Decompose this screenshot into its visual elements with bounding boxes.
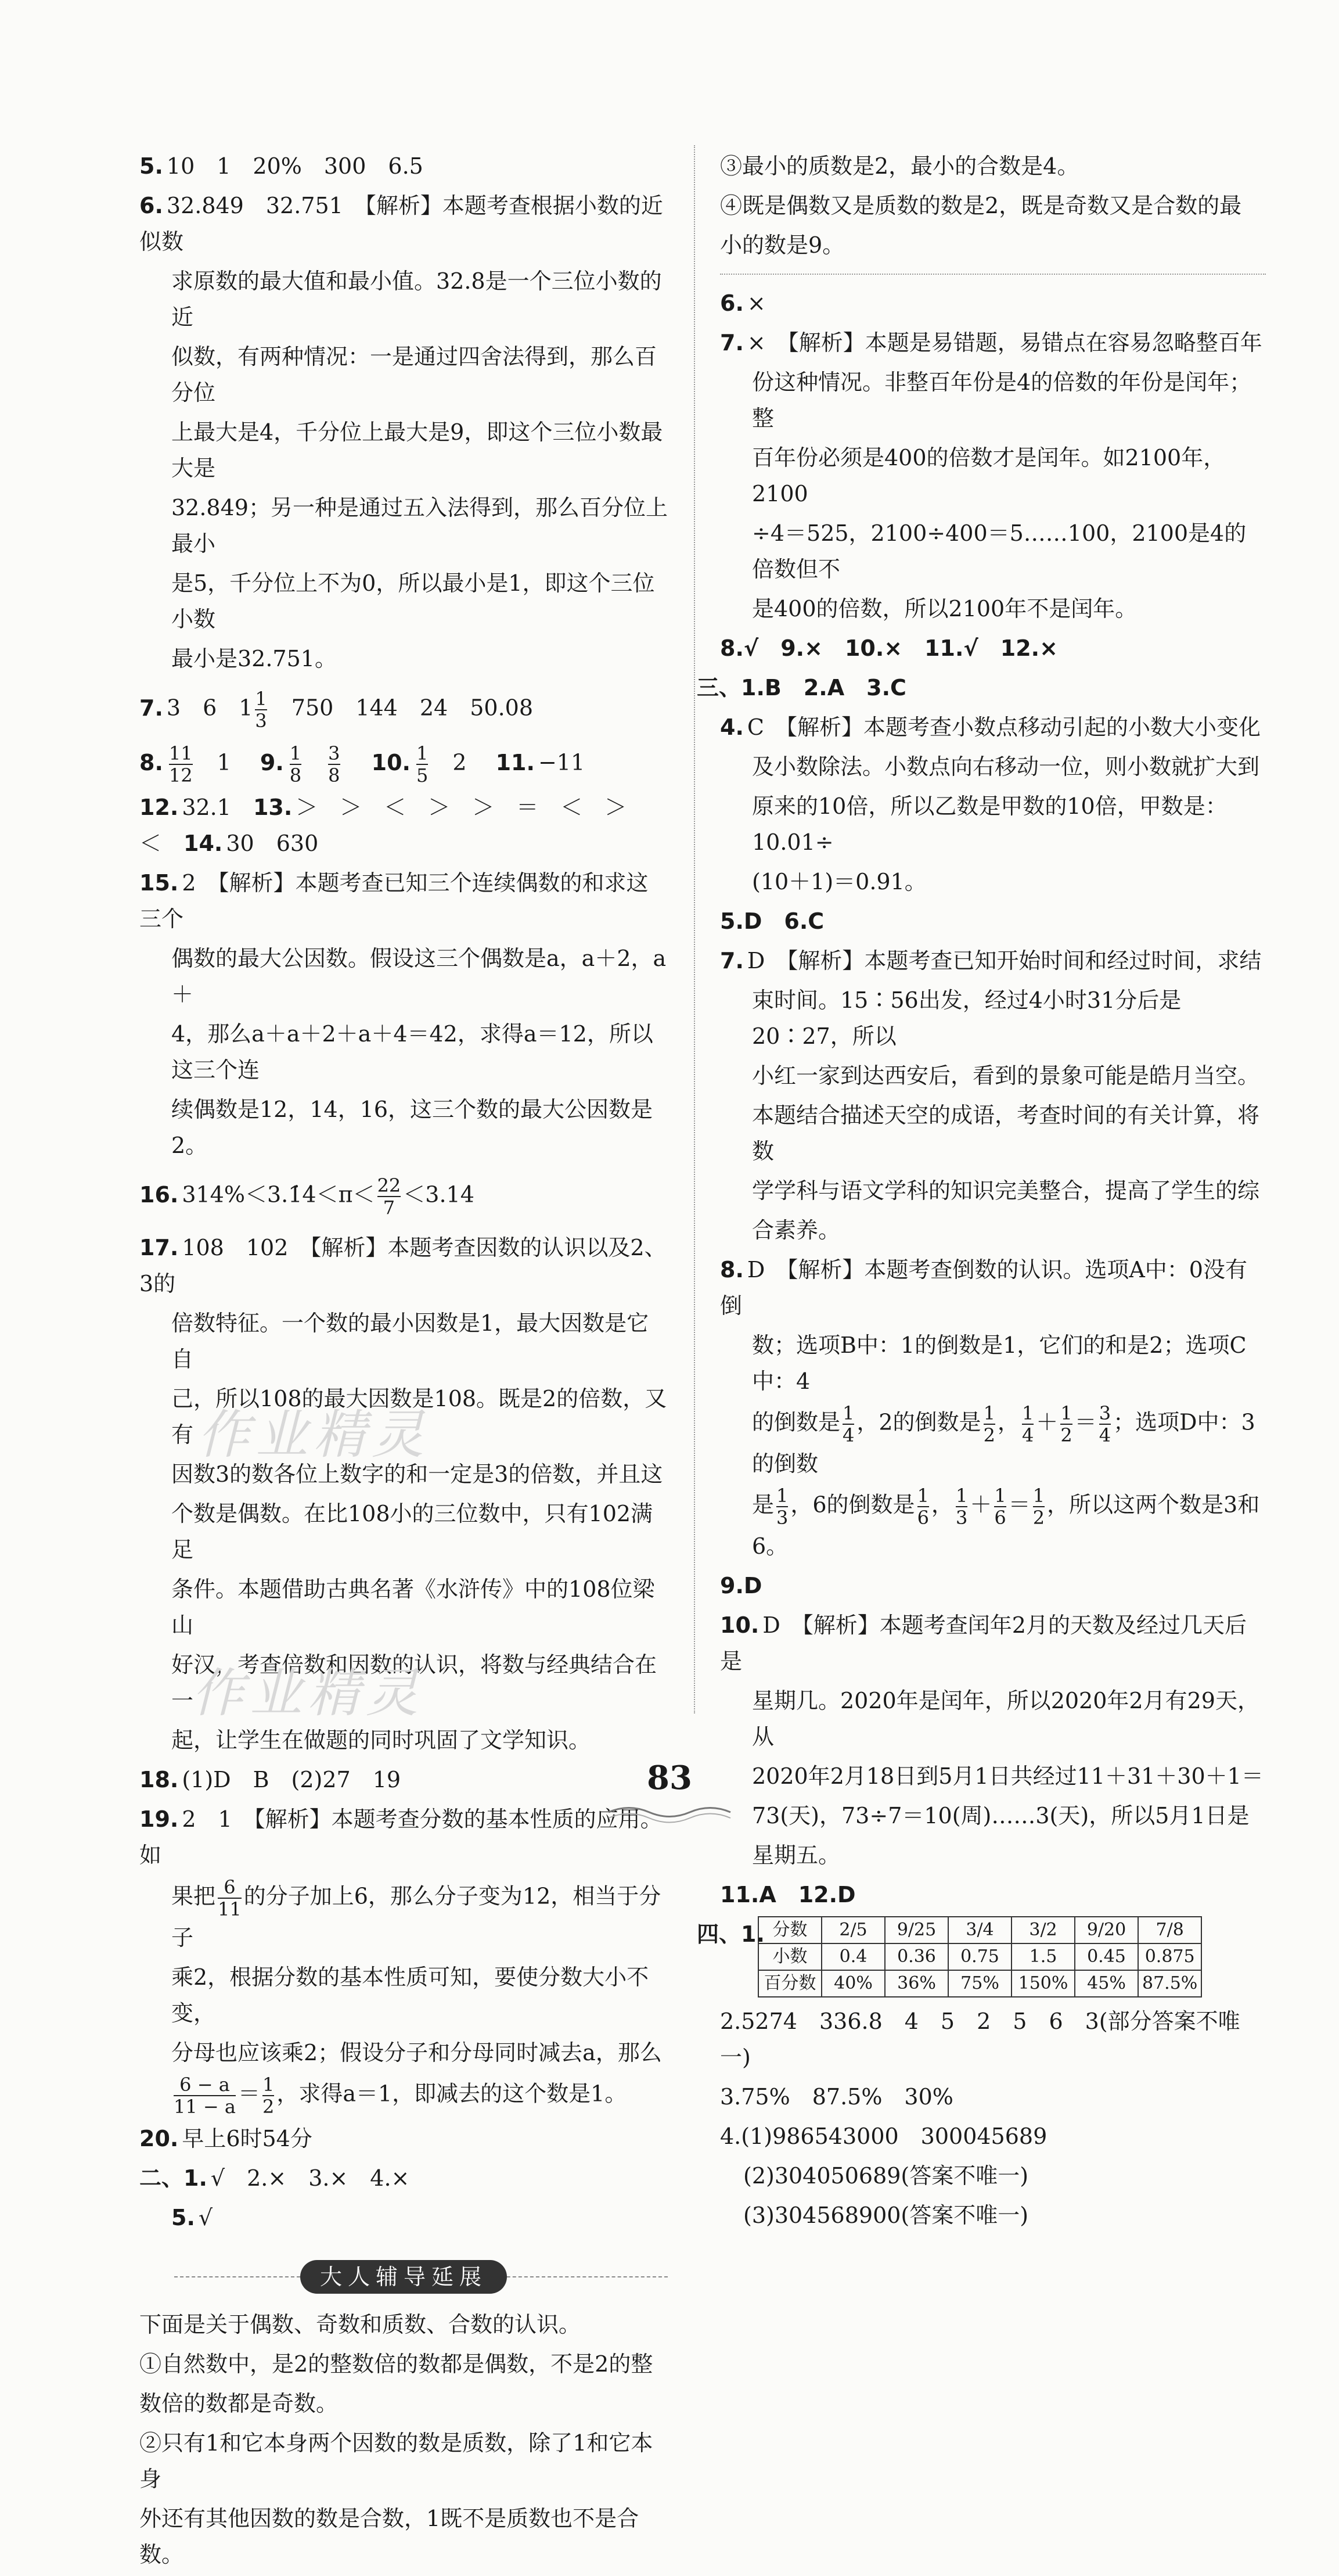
section-3-answers: 三、1.B 2.A 3.C: [697, 675, 906, 700]
section-4-answer-4-2: (2)304050689(答案不唯一): [743, 2163, 1029, 2189]
section-4-answer-3: 3.75% 87.5% 30%: [720, 2084, 953, 2110]
section-4-answer-1: 四、1. 分数 2/5 9/25 3/4 3/2 9/20 7/8 小数 0.4 0.36 0.75 1.5 0.45 0.875 百分数 40% 36% 75% 150% 45% 87.5%: [697, 1916, 1266, 1997]
watermark: 作业精灵: [197, 1404, 430, 1465]
page-number: 83: [647, 1759, 692, 1797]
answer-12-14: 12. 32.1 13. ＞ ＞ ＜ ＞ ＞ ＝ ＜ ＞ ＜ 14. 30 630: [139, 795, 649, 856]
extension-banner: 大人辅导延展: [139, 2259, 668, 2294]
answer-16: 16. 314%＜3.1̇4̇＜π＜ $\frac{22}{7}$ ＜3.14̇: [139, 1174, 474, 1219]
answer-6: 6. 32.849 32.751 【解析】本题考查根据小数的近似数 求原数的最大值和最小值。32.8是一个三位小数的近 似数，有两种情况：一是通过四舍法得到，那么百分位 上最大是4，千分位上最大是9，即这个三位小数最大是 32.849；另一种是通过五入法得到，那么百分位上最小 是5，千分位上不为0，所以最小是1，即这个三位小数 最小是32.751。: [139, 193, 668, 671]
answer-19: 19. 2 1 【解析】本题考查分数的基本性质的应用。如 果把 $\frac{6}{11}$ 的分子加上6，那么分子变为12，相当于分子 乘2，根据分数的基本性质可知，要使分数大小不变， 分母也应该乘2；假设分子和分母同时减去a，那么 $\frac{6 - a}{11 - a}$ ＝ $\frac{1}{2}$ ，求得a＝1，即减去的这个数是1。: [139, 1806, 663, 2118]
right-answer-7: 7. × 【解析】本题是易错题，易错点在容易忽略整百年 份这种情况。非整百年份是4的倍数的年份是闰年；整 百年份必须是400的倍数才是闰年。如2100年，2100 ÷4＝525，2100÷400＝5……100，2100是4的倍数但不 是400的倍数，所以2100年不是闰年。: [720, 330, 1262, 621]
right-answer-6: 6. ×: [720, 290, 766, 316]
extension-note-4-cont: 小的数是9。: [720, 232, 845, 258]
column-divider: [694, 145, 695, 1713]
extension-note-3: ③最小的质数是2，最小的合数是4。: [720, 153, 1079, 179]
right-answer-8-12: 8.√ 9.× 10.× 11.√ 12.×: [720, 635, 1058, 661]
section-4-answer-4: 4.(1)986543000 300045689: [720, 2124, 1048, 2149]
answer-17: 17. 108 102 【解析】本题考查因数的认识以及2、3的 倍数特征。一个数的最小因数是1，最大因数是它自 己，所以108的最大因数是108。既是2的倍数，又有 因数3的数各位上数字的和一定是3的倍数，并且这 个数是偶数。在比108小的三位数中，只有102满足 条件。本题借助古典名著《水浒传》中的108位梁山 好汉，考查倍数和因数的认识，将数与经典结合在一 起，让学生在做题的同时巩固了文学知识。: [139, 1235, 667, 1753]
section-3-answer-11-12: 11.A 12.D: [720, 1882, 856, 1907]
answer-8-11: 8. $\frac{11}{12}$ 1 9. $\frac{1}{8}$ $\frac{3}{8}$ 10. $\frac{1}{5}$ 2 11. −11: [139, 742, 585, 786]
extension-notes: 下面是关于偶数、奇数和质数、合数的认识。 ①自然数中，是2的整数倍的数都是偶数，不是2的整 数倍的数都是奇数。 ②只有1和它本身两个因数的数是质数，除了1和它本身 外还有其他因数的数是合数，1既不是质数也不是合数。: [139, 2312, 653, 2567]
wave-ornament: [606, 1801, 733, 1824]
left-column: [139, 148, 668, 2576]
section-4-answer-4-3: (3)304568900(答案不唯一): [743, 2203, 1029, 2228]
section-3-answer-7: 7. D 【解析】本题考查已知开始时间和经过时间，求结 束时间。15∶56出发，经过4小时31分后是20∶27，所以 小红一家到达西安后，看到的景象可能是皓月当空。 本题结合描述天空的成语，考查时间的有关计算，将数 学学科与语文学科的知识完美整合，提高了学生的综 合素养。: [720, 948, 1262, 1243]
fraction-decimal-percent-table: [758, 1916, 1202, 1997]
section-2-answers: 二、1. √ 2.× 3.× 4.×: [139, 2165, 410, 2191]
answer-20: 20. 早上6时54分: [139, 2126, 312, 2151]
section-2-answer-5: 5. √: [171, 2205, 213, 2230]
divider: [720, 274, 1266, 275]
answer-18: 18. (1)D B (2)27 19: [139, 1767, 401, 1792]
section-3-answer-5-6: 5.D 6.C: [720, 908, 825, 934]
table-row: 百分数 40% 36% 75% 150% 45% 87.5%: [758, 1970, 1201, 1997]
section-3-answer-10: 10. D 【解析】本题考查闰年2月的天数及经过几天后是 星期几。2020年是闰年，所以2020年2月有29天，从 2020年2月18日到5月1日共经过11＋31＋30＋1＝ 73(天)，73÷7＝10(周)……3(天)，所以5月1日是 星期五。: [720, 1612, 1264, 1868]
section-3-answer-9: 9.D: [720, 1573, 762, 1598]
table-row: 分数 2/5 9/25 3/4 3/2 9/20 7/8: [758, 1917, 1201, 1943]
extension-note-4: ④既是偶数又是质数的数是2，既是奇数又是合数的最: [720, 193, 1242, 218]
watermark: 作业精灵: [192, 1663, 424, 1724]
answer-5: 5. 10 1 20% 300 6.5: [139, 153, 423, 179]
answer-7: 7. 3 6 1 $\frac{1}{3}$ 750 144 24 50.08: [139, 688, 533, 732]
right-column: [697, 148, 1266, 2237]
answer-15: 15. 2 【解析】本题考查已知三个连续偶数的和求这三个 偶数的最大公因数。假设这三个偶数是a，a＋2，a＋ 4，那么a＋a＋2＋a＋4＝42，求得a＝12，所以这三个连 续偶数是12，14，16，这三个数的最大公因数是2。: [139, 870, 667, 1158]
table-row: 小数 0.4 0.36 0.75 1.5 0.45 0.875: [758, 1943, 1201, 1970]
section-3-answer-8: 8. D 【解析】本题考查倒数的认识。选项A中：0没有倒 数；选项B中：1的倒数是1，它们的和是2；选项C中：4 的倒数是 $\frac{1}{4}$ ，2的倒数是 $\frac{1}{2}$ ， $\frac{1}{4}$ ＋ $\frac{1}{2}$ ＝ $\frac{3}{4}$ ；选项D中：3的倒数 是 $\frac{1}{3}$ ，6的倒数是 $\frac{1}{6}$ ， $\frac{1}{3}$ ＋ $\frac{1}{6}$ ＝ $\frac{1}{2}$ ，所以这两个数是3和6。: [720, 1257, 1260, 1559]
section-4-answer-2: 2.5274 336.8 4 5 2 5 6 3(部分答案不唯一): [720, 2009, 1240, 2070]
section-3-answer-4: 4. C 【解析】本题考查小数点移动引起的小数大小变化 及小数除法。小数点向右移动一位，则小数就扩大到 原来的10倍，所以乙数是甲数的10倍，甲数是：10.01÷ (10＋1)＝0.91。: [720, 714, 1261, 894]
